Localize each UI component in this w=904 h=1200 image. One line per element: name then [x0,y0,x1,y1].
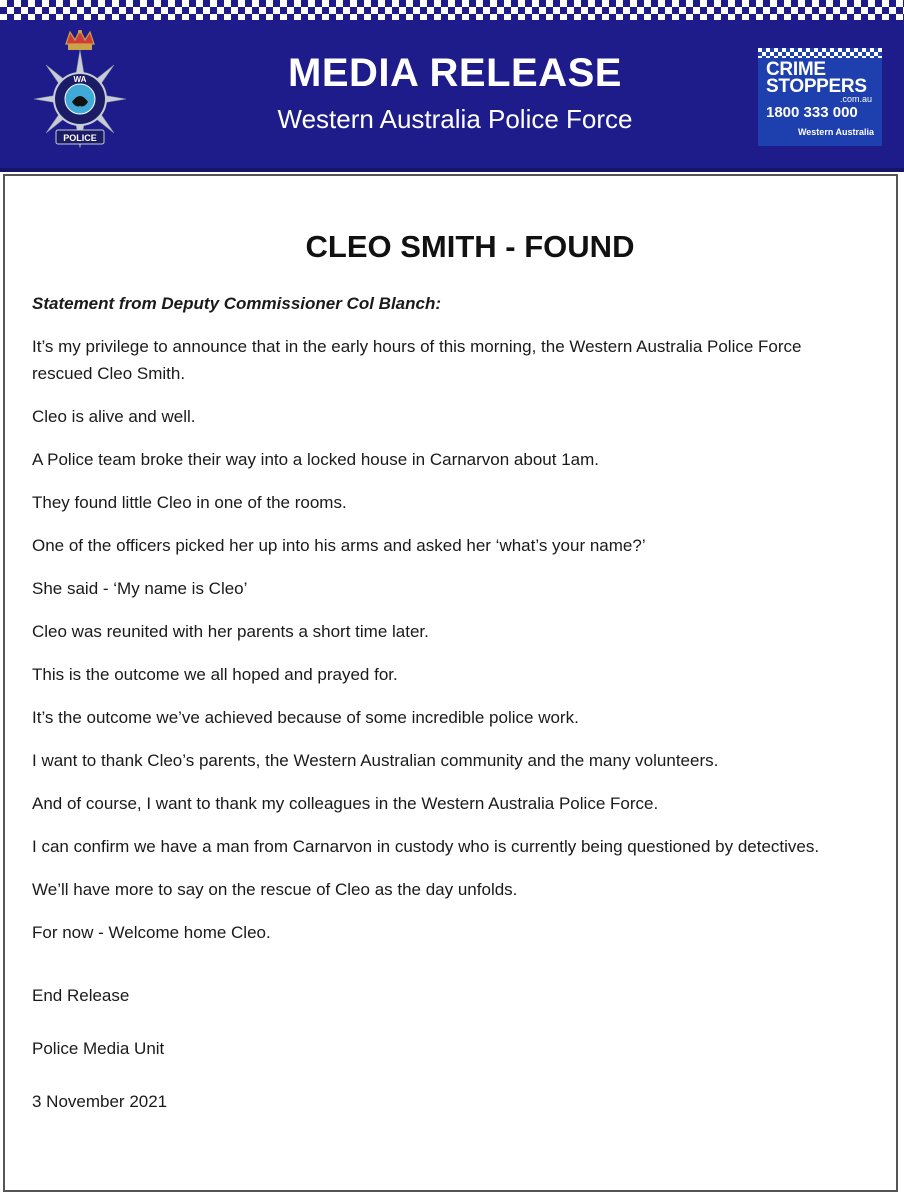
paragraph: Cleo was reunited with her parents a short time later. [32,622,429,641]
paragraph: I want to thank Cleo’s parents, the Western Australian community and the many volunteers. [32,751,719,770]
header-banner [0,0,904,172]
paragraph: It’s my privilege to announce that in the early hours of this morning, the Western Australia Police Force rescued Cleo Smith. [32,337,802,383]
crime-stoppers-logo [758,48,882,146]
media-unit: Police Media Unit [32,1039,165,1058]
crime-stoppers-url: .com.au [839,94,872,104]
banner-bottom-line [0,168,904,172]
document-title: CLEO SMITH - FOUND [305,229,635,264]
statement-heading: Statement from Deputy Commissioner Col Blanch: [32,294,442,313]
paragraph: And of course, I want to thank my colleagues in the Western Australia Police Force. [32,794,659,813]
badge-top-text: WA [73,75,87,84]
paragraph: She said - ‘My name is Cleo’ [32,579,248,598]
release-subtitle: Western Australia Police Force [277,104,633,134]
release-date: 3 November 2021 [32,1092,168,1111]
paragraph: Cleo is alive and well. [32,407,196,426]
paragraph: They found little Cleo in one of the rooms. [32,493,347,512]
crime-stoppers-region: Western Australia [797,127,874,137]
paragraph: It’s the outcome we’ve achieved because of some incredible police work. [32,708,579,727]
paragraph: We’ll have more to say on the rescue of Cleo as the day unfolds. [32,880,518,899]
paragraph: A Police team broke their way into a locked house in Carnarvon about 1am. [32,450,599,469]
crime-stoppers-line1: CRIME [766,59,826,80]
badge-bottom-text: POLICE [63,133,97,143]
document-body [32,290,852,1141]
crime-stoppers-checker [758,48,882,58]
paragraph: This is the outcome we all hoped and prayed for. [32,665,398,684]
paragraph: I can confirm we have a man from Carnarvon in custody who is currently being questioned by detectives. [32,837,820,856]
crime-stoppers-phone: 1800 333 000 [766,104,858,121]
end-release: End Release [32,986,130,1005]
wa-police-badge-icon [30,30,130,158]
title-block [190,50,720,136]
closing-block [32,982,852,1115]
paragraph: For now - Welcome home Cleo. [32,923,271,942]
crime-stoppers-line2: STOPPERS [766,76,867,97]
paragraph: One of the officers picked her up into his arms and asked her ‘what’s your name?’ [32,536,646,555]
crown-icon [66,30,94,50]
release-title: MEDIA RELEASE [288,51,622,95]
checkered-strip [0,0,904,20]
